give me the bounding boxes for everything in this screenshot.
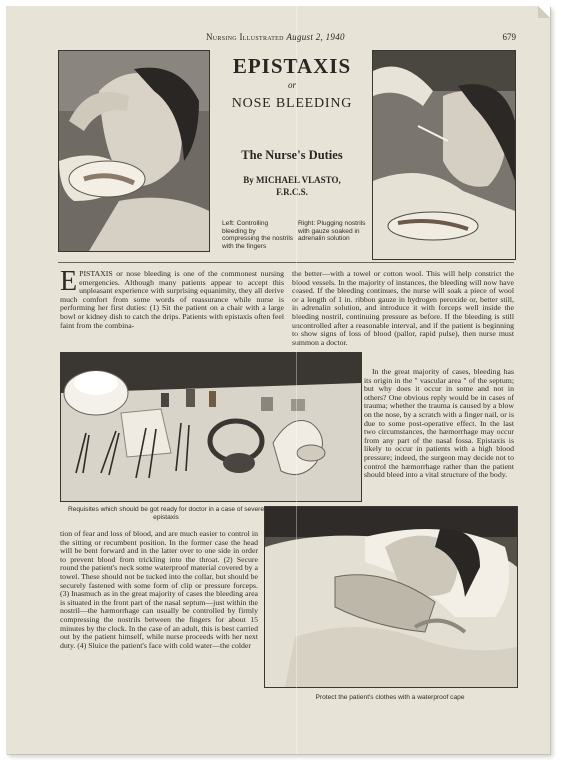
photo-controlling-bleeding	[58, 50, 210, 252]
caption-requisites: Requisites which should be got ready for doctor in a case of severe epistaxis	[67, 506, 265, 521]
magazine-page	[6, 6, 550, 754]
paragraph-treatment: the better—with a towel or cotton wool. This will help constrict the blood vessels. In the majority of instances, the bleeding will now have ceased. If the bleeding continues, the nurse will soak a piece of wool or a length of 1 in. ribbon gauze in hydrogen peroxide or, better still, in adrenalin solution, and introduce it with forceps well inside the bleeding nostril, continuing pressure as before. If the bleeding is still uncontrolled after a reasonable interval, and if the patient is beginning to show signs of loss of blood (pallor, rapid pulse), then nurse must summon a doctor.	[292, 269, 514, 347]
photo-plugging-nostrils	[372, 50, 516, 260]
caption-cape: Protect the patient's clothes with a waterproof cape	[315, 694, 465, 701]
body-column-1-bottom	[60, 530, 258, 650]
paragraph-causes: In the great majority of cases, bleeding has its origin in the " vascular area " of the septum; but why does it occur in some and not in others? One obvious reply would be in cases of trauma; whether the trauma is caused by a blow on the nose, by a scratch with a finger nail, or is due to some post-operative effect. In the last two circumstances, the hæmorrhage may occur from any part of the nasal fossa. Epistaxis is likely to occur in patients with a high blood pressure; indeed, the surgeon may decide not to control the hæmorrhage rather than the patient should bleed into a vital structure of the body.	[364, 367, 514, 480]
page-corner-fold	[538, 6, 550, 18]
title-or: or	[287, 80, 296, 90]
author-credentials: F.R.C.S.	[276, 187, 308, 197]
body-column-2-lower	[364, 368, 514, 480]
drop-cap: E	[60, 266, 78, 297]
article-heading: The Nurse's Duties	[241, 148, 343, 162]
paragraph-intro: EPISTAXIS or nose bleeding is one of the commonest nursing emergencies. Although many patients appear to accept this unpleasant experience with surprising equanimity, they all derive much comfort from some words of reassurance while nurse is performing her first duties: (1) Sit the patient on a chair with a large bowl or kidney dish to catch the drips. Patients with epistaxis often feel faint from the combina-	[60, 266, 284, 330]
article-title: EPISTAXIS	[232, 54, 352, 78]
photo-waterproof-cape	[264, 506, 518, 688]
paragraph-first-duties: tion of fear and loss of blood, and are much easier to control in the sitting or recumbent position. In the former case the head will be bent forward and in the latter over to one side in order to prevent blood from trickling into the throat. (2) Secure round the patient's neck some waterproof material covered by a towel. These should not be tucked into the collar, but should be securely fastened with some form of clip or pressure forceps. (3) Inasmuch as in the great majority of cases the bleeding area is situated in the front part of the nasal septum—just within the nostril—the hæmorrhage can usually be controlled by firmly compressing the nostrils between the fingers for about 15 minutes by the clock. In the case of an adult, this is best carried out by the patient himself, while nurse proceeds with her next duty. (4) Sluice the patient's face with cold water—the colder	[60, 529, 258, 650]
body-column-2	[292, 270, 514, 347]
running-header	[6, 32, 550, 44]
caption-left-top: Left: Controlling bleeding by compressing the nostrils with the fingers	[222, 220, 294, 250]
author: By MICHAEL VLASTO,	[243, 175, 341, 185]
page-number: 679	[502, 32, 516, 42]
section-divider	[58, 262, 514, 263]
byline	[216, 174, 368, 198]
caption-right-top: Right: Plugging nostrils with gauze soaked in adrenalin solution	[298, 220, 366, 243]
magazine-name: Nursing Illustrated	[206, 32, 284, 42]
photo-requisites	[60, 352, 362, 502]
page-crease	[296, 6, 297, 754]
header-magazine-date	[206, 32, 345, 42]
body-column-1-top	[60, 266, 284, 330]
issue-date: August 2, 1940	[286, 32, 345, 42]
article-subtitle: NOSE BLEEDING	[231, 96, 353, 111]
